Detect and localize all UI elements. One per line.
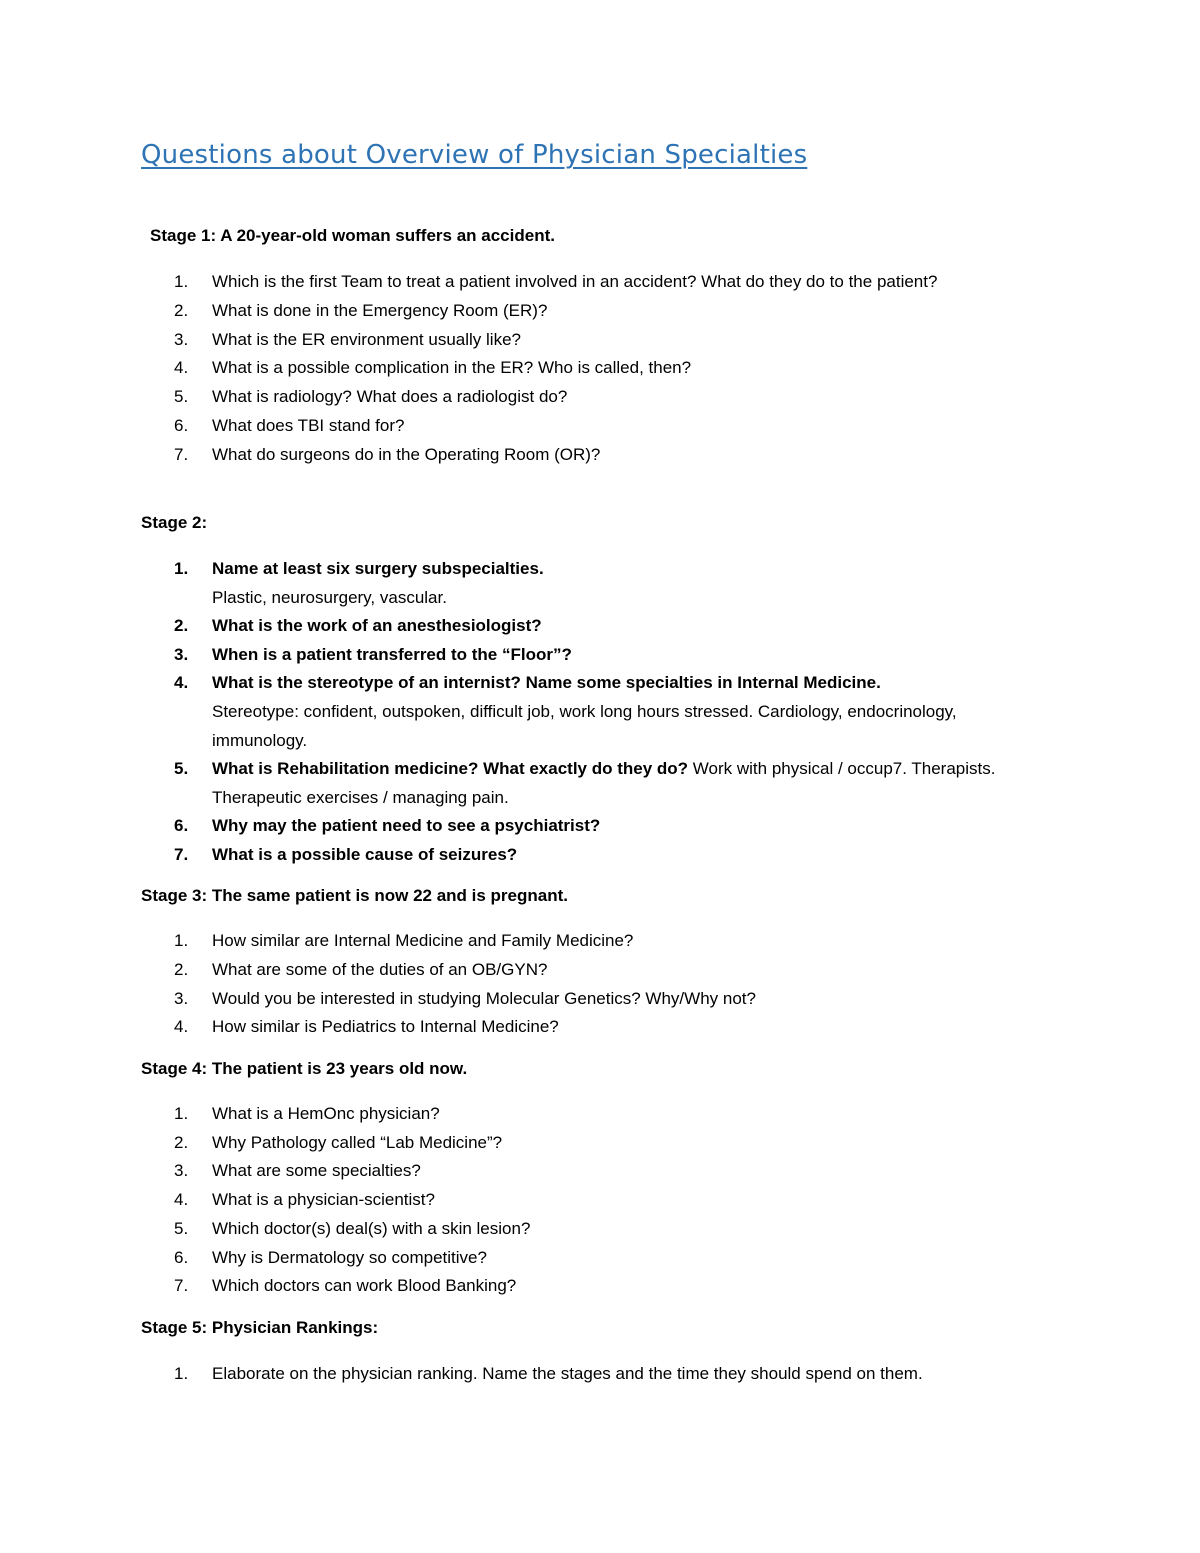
stage-4-question-list	[174, 1100, 1054, 1301]
item-number: 3.	[174, 644, 189, 664]
list-item	[174, 326, 1054, 355]
item-number: 6.	[174, 816, 189, 836]
document-title: Questions about Overview of Physician Specialties	[141, 140, 808, 170]
question-text: Which doctor(s) deal(s) with a skin lesion?	[212, 1218, 531, 1238]
list-item	[174, 956, 1054, 985]
question-text: Why is Dermatology so competitive?	[212, 1247, 487, 1267]
list-item	[174, 1272, 1054, 1301]
list-item	[174, 985, 1054, 1014]
list-item	[174, 1100, 1054, 1129]
question-text: Would you be interested in studying Molecular Genetics? Why/Why not?	[212, 988, 756, 1008]
item-number: 1.	[174, 559, 189, 578]
item-number: 2.	[174, 616, 189, 636]
item-number: 3.	[174, 329, 189, 349]
item-number: 6.	[174, 1247, 189, 1267]
question-text: How similar is Pediatrics to Internal Medicine?	[212, 1017, 559, 1037]
answer-text: Stereotype: confident, outspoken, difficult job, work long hours stressed. Cardiology, endocrinology, immunology.	[212, 701, 957, 750]
question-text: What is the stereotype of an internist? Name some specialties in Internal Medicine.	[212, 673, 881, 693]
list-item	[174, 1013, 1054, 1042]
item-number: 5.	[174, 1218, 189, 1238]
question-text: How similar are Internal Medicine and Family Medicine?	[212, 931, 634, 950]
list-item	[174, 812, 1054, 841]
list-item	[174, 841, 1054, 870]
item-number: 4.	[174, 358, 189, 378]
item-number: 1.	[174, 1364, 189, 1383]
stage-3-question-list	[174, 927, 1054, 1042]
question-text: What are some of the duties of an OB/GYN?	[212, 959, 548, 979]
list-item	[174, 268, 1054, 297]
stage-3-heading: Stage 3: The same patient is now 22 and is pregnant.	[141, 886, 568, 905]
list-item	[174, 669, 1054, 755]
question-text: Elaborate on the physician ranking. Name the stages and the time they should spend on them.	[212, 1364, 923, 1383]
item-number: 4.	[174, 673, 189, 693]
question-text: What is radiology? What does a radiologist do?	[212, 387, 568, 407]
list-item	[174, 354, 1054, 383]
item-number: 2.	[174, 1132, 189, 1152]
list-item	[174, 1186, 1054, 1215]
question-text: What is a possible cause of seizures?	[212, 844, 518, 864]
question-text: Why Pathology called “Lab Medicine”?	[212, 1132, 503, 1152]
question-text: What is the ER environment usually like?	[212, 329, 521, 349]
answer-text: Work with physical / occup7. Therapists. Therapeutic exercises / managing pain.	[212, 759, 996, 807]
item-number: 7.	[174, 844, 189, 864]
answer-text: Plastic, neurosurgery, vascular.	[212, 587, 447, 607]
list-item	[174, 1157, 1054, 1186]
list-item	[174, 383, 1054, 412]
stage-2-heading: Stage 2:	[141, 513, 208, 532]
item-number: 1.	[174, 1104, 189, 1123]
question-text: What is a possible complication in the ER? Who is called, then?	[212, 358, 692, 378]
list-item	[174, 1360, 1054, 1389]
stage-5-heading: Stage 5: Physician Rankings:	[141, 1318, 379, 1337]
item-number: 7.	[174, 1276, 189, 1296]
question-text: What are some specialties?	[212, 1161, 421, 1181]
item-number: 6.	[174, 415, 189, 435]
list-item	[174, 1215, 1054, 1244]
list-item	[174, 297, 1054, 326]
item-number: 7.	[174, 444, 189, 464]
item-number: 3.	[174, 988, 189, 1008]
item-number: 3.	[174, 1161, 189, 1181]
stage-1-heading: Stage 1: A 20-year-old woman suffers an accident.	[150, 226, 555, 245]
question-text: What is done in the Emergency Room (ER)?	[212, 300, 548, 320]
question-text: What is Rehabilitation medicine? What exactly do they do?	[212, 759, 689, 779]
item-number: 4.	[174, 1190, 189, 1210]
list-item	[174, 1244, 1054, 1273]
list-item	[174, 612, 1054, 641]
question-text: What is a physician-scientist?	[212, 1190, 435, 1210]
list-item	[174, 412, 1054, 441]
question-text: What is the work of an anesthesiologist?	[212, 616, 542, 636]
list-item	[174, 755, 1054, 812]
item-number: 1.	[174, 931, 189, 950]
question-text: Why may the patient need to see a psychiatrist?	[212, 816, 601, 836]
question-text: What does TBI stand for?	[212, 415, 405, 435]
item-number: 1.	[174, 272, 189, 291]
stage-2-question-list	[174, 555, 1054, 870]
item-number: 2.	[174, 300, 189, 320]
question-text: Name at least six surgery subspecialties.	[212, 559, 544, 578]
question-text: What do surgeons do in the Operating Room (OR)?	[212, 444, 601, 464]
list-item	[174, 927, 1054, 956]
stage-4-heading: Stage 4: The patient is 23 years old now.	[141, 1059, 468, 1078]
question-text: When is a patient transferred to the “Floor”?	[212, 644, 572, 664]
question-text: Which doctors can work Blood Banking?	[212, 1276, 517, 1296]
list-item	[174, 441, 1054, 470]
item-number: 4.	[174, 1017, 189, 1037]
stage-1-question-list	[174, 268, 1054, 470]
question-text: What is a HemOnc physician?	[212, 1104, 440, 1123]
item-number: 2.	[174, 959, 189, 979]
list-item	[174, 641, 1054, 670]
item-number: 5.	[174, 759, 189, 779]
list-item	[174, 1129, 1054, 1158]
item-number: 5.	[174, 387, 189, 407]
question-text: Which is the first Team to treat a patient involved in an accident? What do they do to the patient?	[212, 272, 938, 291]
stage-5-question-list	[174, 1360, 1054, 1389]
list-item	[174, 555, 1054, 612]
